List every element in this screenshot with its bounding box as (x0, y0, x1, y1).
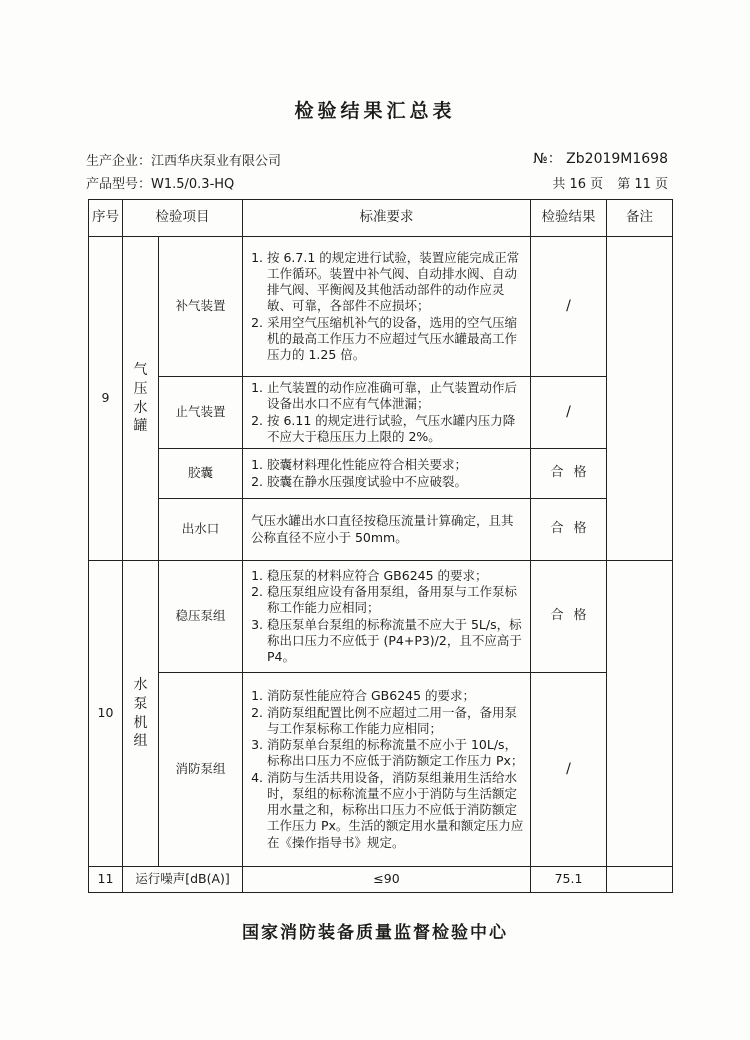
table-header-row (89, 200, 673, 237)
issuer-footer: 国家消防装备质量监督检验中心 (242, 923, 508, 943)
group-cell: 气 压 水 罐 (123, 237, 159, 561)
page-title: 检验结果汇总表 (294, 100, 456, 122)
standard-cell (243, 561, 531, 673)
standard-cell: ≤90 (243, 867, 531, 893)
header-result: 检验结果 (531, 200, 607, 237)
list-item: 1. 胶囊材料理化性能应符合相关要求； (267, 457, 524, 473)
item-cell: 补气装置 (159, 237, 243, 377)
table-row (89, 499, 673, 561)
company-line: 生产企业：江西华庆泵业有限公司 (86, 154, 282, 169)
list-item: 2. 消防泵组配置比例不应超过二用一备，备用泵与工作泵标称工作能力应相同； (267, 705, 524, 738)
header-seq: 序号 (89, 200, 123, 237)
header-standard: 标准要求 (243, 200, 531, 237)
result-cell: 合格 (531, 561, 607, 673)
list-item: 2. 采用空气压缩机补气的设备，选用的空气压缩机的最高工作压力不应超过气压水罐最高工作压力的 1.25 倍。 (267, 315, 524, 364)
page-info (552, 173, 668, 192)
list-item: 2. 胶囊在静水压强度试验中不应破裂。 (267, 474, 524, 490)
list-item: 2. 按 6.11 的规定进行试验，气压水罐内压力降不应大于稳压压力上限的 2%。 (267, 413, 524, 446)
table-row (89, 449, 673, 499)
group-cell: 水 泵 机 组 (123, 561, 159, 867)
list-item: 1. 按 6.7.1 的规定进行试验，装置应能完成正常工作循环。装置中补气阀、自动排水阀、自动排气阀、平衡阀及其他活动部件的动作应灵敏、可靠，各部件不应损坏； (267, 250, 524, 315)
result-cell: 合格 (531, 499, 607, 561)
table-row (89, 377, 673, 449)
list-item: 1. 稳压泵的材料应符合 GB6245 的要求； (267, 568, 524, 584)
standard-cell (243, 673, 531, 867)
list-item: 3. 稳压泵单台泵组的标称流量不应大于 5L/s，标称出口压力不应低于 (P4+P3)/2，且不应高于 P4。 (267, 617, 524, 666)
list-item: 3. 消防泵单台泵组的标称流量不应小于 10L/s，标称出口压力不应低于消防额定工作压力 Px； (267, 737, 524, 770)
standard-cell: 气压水罐出水口直径按稳压流量计算确定，且其公称直径不应小于 50mm。 (243, 499, 531, 561)
seq-cell: 9 (89, 237, 123, 561)
table-row (89, 673, 673, 867)
page-current: 第 11 页 (617, 177, 668, 192)
note-cell (607, 561, 673, 867)
item-cell: 运行噪声[dB(A)] (123, 867, 243, 893)
page-total: 共 16 页 (552, 177, 604, 192)
result-cell: / (531, 377, 607, 449)
item-cell: 出水口 (159, 499, 243, 561)
item-cell: 稳压泵组 (159, 561, 243, 673)
item-cell: 胶囊 (159, 449, 243, 499)
list-item: 2. 稳压泵组应设有备用泵组，备用泵与工作泵标称工作能力应相同； (267, 584, 524, 617)
result-cell: / (531, 673, 607, 867)
standard-cell (243, 237, 531, 377)
table-row (89, 561, 673, 673)
model-line: 产品型号：W1.5/0.3-HQ (86, 177, 235, 192)
list-item: 1. 止气装置的动作应准确可靠，止气装置动作后设备出水口不应有气体泄漏； (267, 380, 524, 413)
list-item: 4. 消防与生活共用设备，消防泵组兼用生活给水时，泵组的标称流量不应小于消防与生活额定用水量之和，标称出口压力不应低于消防额定工作压力 Px。生活的额定用水量和额定压力应在《操作指导书》规定。 (267, 770, 524, 851)
standard-cell (243, 377, 531, 449)
note-cell (607, 867, 673, 893)
results-table (88, 199, 673, 893)
header-item: 检验项目 (123, 200, 243, 237)
result-cell: 合格 (531, 449, 607, 499)
report-number: №： Zb2019M1698 (533, 151, 668, 167)
result-cell: / (531, 237, 607, 377)
result-cell: 75.1 (531, 867, 607, 893)
standard-cell (243, 449, 531, 499)
seq-cell: 11 (89, 867, 123, 893)
item-cell: 止气装置 (159, 377, 243, 449)
list-item: 1. 消防泵性能应符合 GB6245 的要求； (267, 688, 524, 704)
table-row (89, 237, 673, 377)
table-row (89, 867, 673, 893)
note-cell (607, 237, 673, 561)
seal-stamp-fragment (707, 364, 742, 437)
item-cell: 消防泵组 (159, 673, 243, 867)
seq-cell: 10 (89, 561, 123, 867)
header-note: 备注 (607, 200, 673, 237)
